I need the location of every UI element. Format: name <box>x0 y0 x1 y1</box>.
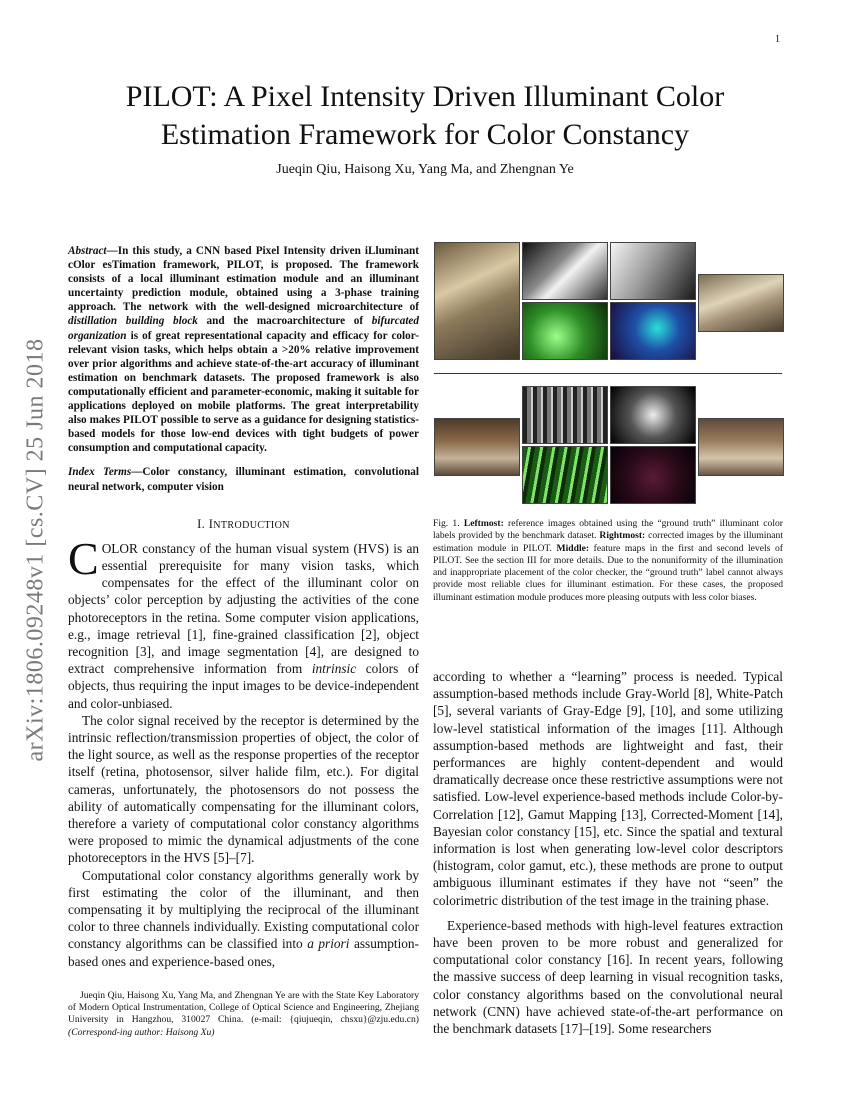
section-title-first-letter: I <box>208 516 214 531</box>
abstract-label: Abstract <box>68 245 107 257</box>
footnote-corresponding: (Correspond-ing author: Haisong Xu) <box>68 1026 215 1038</box>
feature-map-level2-b <box>610 302 696 360</box>
feature-map-level1-c <box>522 386 608 444</box>
paper-title <box>60 78 790 154</box>
index-terms-text: —Color constancy, illuminant estimation, convolutional neural network, computer vision <box>68 466 419 493</box>
figure-1 <box>434 242 782 518</box>
feature-map-level2-d <box>610 446 696 504</box>
intro-p3-text-a: Computational color constancy algorithms generally work by first estimating the color of the illuminant, and then compensating it by multiplying the reciprocal of the illuminant color to three channels individually. Existing computational color constancy algorithms can be classified into <box>68 867 419 952</box>
left-column <box>68 244 419 970</box>
abstract-emphasis-1: distillation building block <box>68 315 198 328</box>
intro-p1-text: OLOR constancy of the human visual system (HVS) is an essential prerequisite for many vision tasks, which compensates for the effect of the illuminant color on objects’ color perception by adjusting the activities of the cone photoreceptors in the retina. Some computer vision applications, e.g., image retrieval [1], fine-grained classification [2], object recognition [3], and image segmentation [4], are designed to extract comprehensive information from <box>68 540 419 677</box>
intro-paragraph-2: The color signal received by the receptor is determined by the intrinsic reflection/transmission properties of object, the color of the light source, as well as the response properties of the receptor itself (retina, photosensor, silver halide film, etc.). For digital cameras, unfortunately, the photosensors do not possess the ability of automatically compensating for the illuminant colors, therefore a variety of computational color constancy algorithms were proposed to mimic the dynamical adjustments of the cone photoreceptors in the HVS [5]–[7]. <box>68 712 419 866</box>
abstract <box>68 244 419 455</box>
caption-middle-text: feature maps in the first and second levels of PILOT. See the section III for more details. Due to the nonuniformity of the illumination and inappropriate placement of the color checker, the “ground truth” label cannot always provide most reliable clues for illuminant estimation. For these cases, the proposed illuminant estimation module produces more pleasing outputs with less color biases. <box>433 542 783 603</box>
corrected-image-bottom <box>698 418 784 476</box>
arxiv-identifier <box>6 300 66 800</box>
index-terms <box>68 465 419 493</box>
footnote-text: Jueqin Qiu, Haisong Xu, Yang Ma, and Zhengnan Ye are with the State Key Laboratory of Modern Optical Instrumentation, College of Optical Science and Engineering, Zhejiang University in Hangzhou, 310027 China. (e-mail: {qiujueqin, chsxu}@zju.edu.cn) <box>68 990 419 1026</box>
section-heading-introduction <box>68 516 419 534</box>
index-terms-label: Index Terms <box>68 466 132 479</box>
section-number: I. <box>197 516 206 531</box>
abstract-text-1: —In this study, a CNN based Pixel Intensity driven iLluminant cOlor esTimation framework, PILOT, is proposed. The framework consists of a local illuminant estimation module and an illuminant uncertainty prediction module, obtained using a 3-phase training approach. The network with the well-designed microarchitecture of <box>68 245 419 314</box>
right-paragraph-1: according to whether a “learning” process is needed. Typical assumption-based methods include Gray-World [8], White-Patch [5], several variants of Gray-Edge [9], [10], and some utilizing low-level statistical information of the images [11]. Although assumption-based methods are lightweight and fast, their performances are highly content-dependent and would dramatically decrease once these restrictive assumptions were not satisfied. Low-level experience-based methods include Color-by-Correlation [12], Gamut Mapping [13], Corrected-Moment [14], Bayesian color constancy [15], etc. Since the spatial and textural information is lost when generating low-level color descriptors (histogram, color gamut, etc.), these methods are prone to output ambiguous illuminant estimates if they have not “seen” the colorimetric distribution of the test image in the training phase. <box>433 669 783 908</box>
abstract-emphasis-2: bifurcated organization <box>68 315 419 342</box>
figure-1-caption <box>433 518 783 604</box>
reference-image-bottom <box>434 418 520 476</box>
drop-cap: C <box>68 532 99 584</box>
feature-map-level1-d <box>610 386 696 444</box>
corrected-image-top <box>698 274 784 332</box>
right-paragraph-2: Experience-based methods with high-level features extraction have been proven to be more robust and generalized for computational color constancy [16]. In recent years, following the massive success of deep learning in visual recognition tasks, color constancy algorithms based on the convolutional neural network (CNN) have achieved state-of-the-art performance on the benchmark datasets [17]–[19]. Some researchers <box>433 917 783 1037</box>
feature-map-level2-c <box>522 446 608 504</box>
intro-p1-emphasis: intrinsic <box>311 661 357 677</box>
feature-map-level2-a <box>522 302 608 360</box>
caption-rightmost-label: Rightmost: <box>599 530 646 542</box>
intro-paragraph-3 <box>68 867 419 970</box>
caption-rightmost-text: corrected images by the illuminant estimation module in PILOT. <box>433 530 783 554</box>
caption-leftmost-label: Leftmost: <box>463 518 504 529</box>
feature-map-level1-a <box>522 242 608 300</box>
title-line-1: PILOT: A Pixel Intensity Driven Illuminant Color <box>125 80 725 113</box>
arxiv-identifier-text: arXiv:1806.09248v1 [cs.CV] 25 Jun 2018 <box>22 338 49 762</box>
intro-p3-text-b: assumption-based ones and experience-based ones, <box>68 936 419 969</box>
abstract-text-2: and the macroarchitecture of <box>197 315 372 328</box>
caption-middle-label: Middle: <box>556 542 590 554</box>
figure-divider <box>434 373 782 374</box>
caption-leftmost-text: reference images obtained using the “ground truth” illuminant color labels provided by the benchmark dataset. <box>433 518 784 542</box>
right-column <box>433 668 783 1037</box>
title-line-2: Estimation Framework for Color Constancy <box>160 118 690 151</box>
caption-label: Fig. 1. <box>433 518 460 529</box>
reference-image-top <box>434 242 520 360</box>
author-footnote <box>68 990 419 1039</box>
intro-paragraph-1 <box>68 532 419 712</box>
feature-map-level1-b <box>610 242 696 300</box>
page-number: 1 <box>775 34 780 45</box>
author-list: Jueqin Qiu, Haisong Xu, Yang Ma, and Zhengnan Ye <box>276 162 574 177</box>
intro-p1-end: colors of objects, thus requiring the input images to be device-independent and color-unbiased. <box>68 661 419 711</box>
abstract-text-3: is of great representational capacity and efficacy for color-relevant vision tasks, which helps obtain a >20% relative improvement over prior algorithms and achieve state-of-the-art accuracy of illuminant estimation on benchmark datasets. The proposed framework is also computationally efficient and parameter-economic, making it suitable for applications deployed on mobile platforms. The great interpretability also makes PILOT possible to serve as a guidance for designing statistics-based models for those low-end devices with tight budgets of power consumption and computational capacity. <box>68 329 419 455</box>
intro-p3-emphasis: a priori <box>307 936 350 952</box>
section-title-rest: NTRODUCTION <box>213 519 290 531</box>
